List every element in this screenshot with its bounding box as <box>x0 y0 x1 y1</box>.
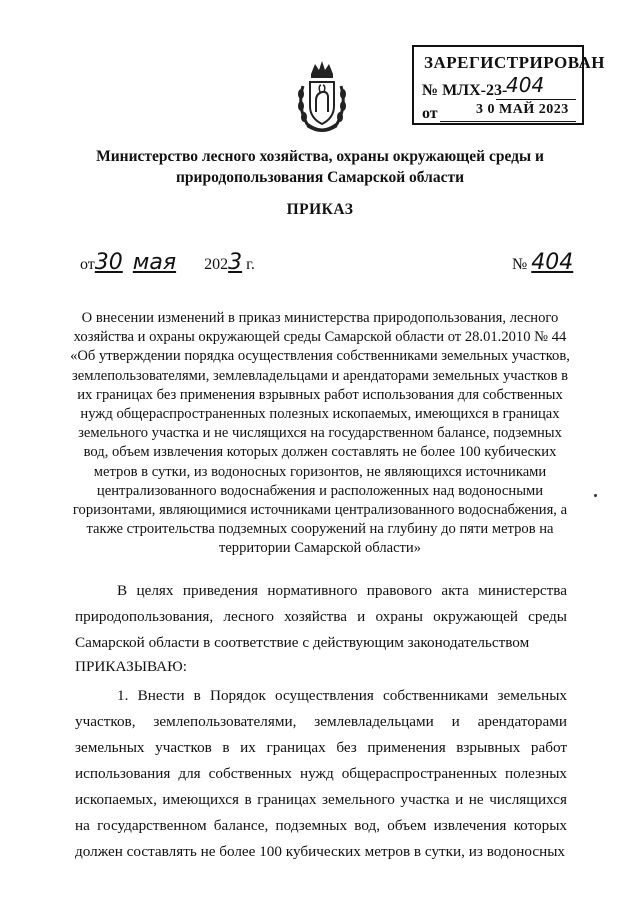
body-paragraph-item-1: 1. Внести в Порядок осуществления собственниками земельных участков, землепользователями, землевладельцами и арендаторами земельных участков в их границах без применения взрывных работ использования для собственных нужд общераспространенных полезных ископаемых, имеющихся в границах земельного участка и не числящихся на государственном балансе, подземных вод, объем извлечения которых должен составлять не более 100 кубических метров в сутки, из водоносных <box>75 687 567 860</box>
order-date <box>80 250 255 275</box>
date-year-suffix: г. <box>242 256 255 273</box>
stamp-number-prefix: № МЛХ-23- <box>422 82 508 99</box>
order-number-handwritten: 404 <box>531 250 574 275</box>
order-number <box>512 250 573 275</box>
scan-artifact-dot <box>594 494 597 497</box>
stamp-number-row <box>422 82 507 100</box>
registration-stamp <box>412 45 606 125</box>
stamp-date-prefix: от <box>422 105 438 122</box>
ministry-name: Министерство лесного хозяйства, охраны окружающей среды и природопользования Самарской области <box>96 148 544 186</box>
document-type-title: ПРИКАЗ <box>286 201 354 218</box>
prikazyvayu-label: ПРИКАЗЫВАЮ: <box>75 658 187 675</box>
order-number-sign: № <box>512 256 528 273</box>
date-from-label: от <box>80 256 95 273</box>
date-year-prefix: 202 <box>204 256 229 273</box>
date-month-handwritten: мая <box>132 250 177 275</box>
stamp-date-value: 3 0 МАЙ 2023 <box>476 102 569 117</box>
order-subject: О внесении изменений в приказ министерства природопользования, лесного хозяйства и охраны окружающей среды Самарской области от 28.01.2010 № 44 «Об утверждении порядка осуществления собственниками земельных участков, землепользователями, землевладельцами и арендаторами земельных участков в их границах без применения взрывных работ использования для собственных нужд общераспространенных полезных ископаемых, имеющихся в границах земельного участка и не числящихся на государственном балансе, подземных вод, объем извлечения которых должен составлять не более 100 кубических метров в сутки, из водоносных горизонтов, не являющихся источниками централизованного водоснабжения и расположенных над водоносными горизонтами, являющимися источниками централизованного водоснабжения, а также строительства подземных сооружений на глубину до пяти метров на территории Самарской области» <box>70 310 570 557</box>
coat-of-arms-emblem <box>293 58 351 136</box>
stamp-date-underline <box>440 121 576 122</box>
stamp-number-underline <box>496 99 576 100</box>
body-paragraph-intro: В целях приведения нормативного правового акта министерства природопользования, лесного хозяйства и охраны окружающей среды Самарской области в соответствие с действующим законодательством <box>75 582 567 651</box>
stamp-title: ЗАРЕГИСТРИРОВАН <box>424 53 606 72</box>
date-year-digit-handwritten: 3 <box>228 250 243 275</box>
stamp-number-handwritten: 404 <box>506 73 545 97</box>
date-day-handwritten: 30 <box>94 250 123 275</box>
